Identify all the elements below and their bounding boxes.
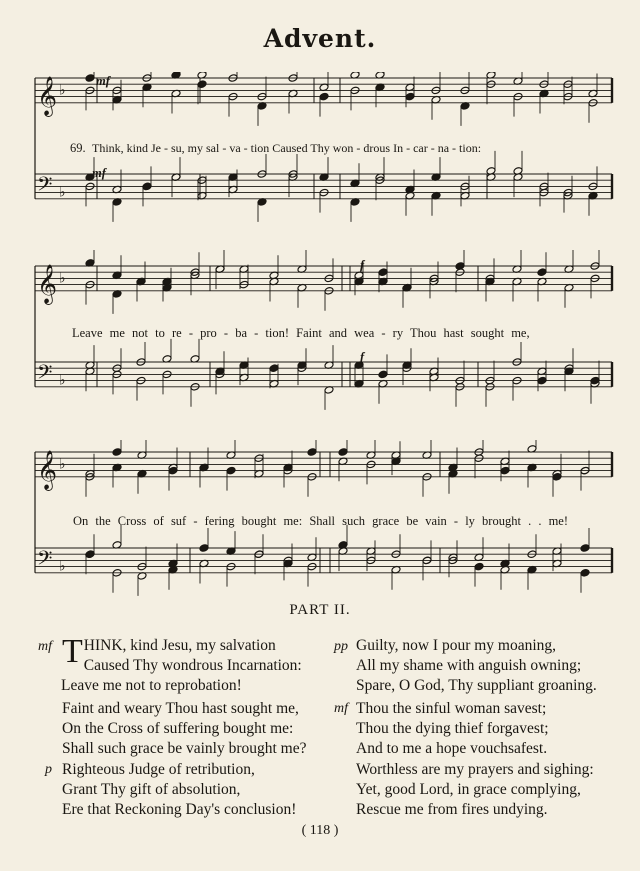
part-heading: PART II. — [289, 602, 351, 618]
dynamic-f-bass-2: f — [360, 350, 365, 364]
verse-2-line-1: Faint and weary Thou hast sought me, — [62, 700, 299, 717]
lyrics-line-1: Think, kind Je - su, my sal - va - tion Caused Thy won - drous In - car - na - tion: — [92, 141, 482, 155]
page-title: Advent. — [263, 24, 377, 53]
bass-note-head — [378, 370, 388, 379]
verse-6-line-1: Worthless are my prayers and sighing: — [356, 761, 594, 778]
dynamic-mf-treble-1: mf — [96, 74, 110, 88]
dynamic-f-treble-2: f — [360, 258, 365, 272]
bass-note-head — [537, 376, 547, 385]
bass-note-head — [199, 544, 209, 553]
hymn-number: 69. — [70, 141, 86, 155]
verse-4-line-2: All my shame with anguish owning; — [356, 657, 582, 674]
treble-clef-icon: 𝄞 — [37, 449, 58, 490]
treble-note-head — [307, 448, 317, 457]
treble-note-head — [338, 448, 348, 457]
verse-2-line-2: On the Cross of suffering bought me: — [62, 720, 294, 737]
verse-5-line-3: And to me a hope vouchsafest. — [356, 740, 548, 757]
verse-1 — [61, 633, 302, 696]
verse-4-line-1: Guilty, now I pour my moaning, — [356, 637, 557, 654]
verse-1-line-1: HINK, kind Jesu, my salvation — [83, 637, 276, 654]
verse-3-line-1: Righteous Judge of retribution, — [62, 761, 255, 778]
bass-note-head — [85, 550, 95, 559]
verse-5 — [356, 699, 549, 759]
verse-2-line-3: Shall such grace be vainly brought me? — [62, 740, 307, 757]
verse-3-line-3: Ere that Reckoning Day's conclusion! — [62, 801, 297, 818]
page-number: ( 118 ) — [301, 823, 339, 838]
verse-5-dynamic: mf — [334, 701, 348, 716]
verse-1-dynamic: mf — [38, 639, 52, 654]
bass-key-flat-icon: ♭ — [59, 184, 66, 201]
verse-5-line-1: Thou the sinful woman savest; — [356, 700, 547, 717]
bass-key-flat-icon: ♭ — [59, 372, 66, 389]
bass-note-head — [474, 562, 484, 571]
lyrics-line-2: Leave me not to re - pro - ba - tion! Faint and wea - ry Thou hast sought me, — [72, 326, 530, 340]
bass-note-head — [580, 569, 590, 578]
verse-1-dropcap: T — [62, 633, 83, 670]
bass-note-head — [269, 364, 279, 373]
treble-note-head — [226, 466, 236, 475]
treble-clef-icon: 𝄞 — [37, 263, 58, 304]
treble-note-head — [378, 268, 388, 277]
treble-note-head — [552, 473, 562, 482]
lyrics-line-3: On the Cross of suf - fering bought me: Shall such grace be vain - ly brought . . me! — [73, 514, 569, 528]
bass-note-head — [580, 544, 590, 553]
treble-key-flat-icon: ♭ — [59, 270, 66, 287]
bass-clef-icon: 𝄢 — [37, 546, 53, 575]
verse-6 — [356, 760, 594, 820]
verse-5-line-2: Thou the dying thief forgavest; — [356, 720, 549, 737]
bass-clef-icon: 𝄢 — [37, 360, 53, 389]
treble-note-head — [537, 268, 547, 277]
verse-2 — [62, 699, 306, 759]
verse-3 — [62, 760, 296, 820]
verse-3-line-2: Grant Thy gift of absolution, — [62, 781, 241, 798]
verse-4-line-3: Spare, O God, Thy suppliant groaning. — [356, 677, 597, 694]
verse-4-dynamic: pp — [334, 639, 348, 654]
bass-key-flat-icon: ♭ — [59, 558, 66, 575]
treble-note-head — [168, 466, 178, 475]
verse-6-line-2: Yet, good Lord, in grace complying, — [356, 781, 581, 798]
treble-note-head — [405, 92, 415, 101]
bass-clef-icon: 𝄢 — [37, 172, 53, 201]
treble-clef-icon: 𝄞 — [37, 75, 58, 116]
dynamic-mf-bass-1: mf — [92, 166, 106, 180]
treble-note-head — [112, 448, 122, 457]
verse-6-line-3: Rescue me from fires undying. — [356, 801, 548, 818]
verse-3-dynamic: p — [45, 762, 52, 777]
verse-4 — [356, 636, 597, 696]
treble-note-head — [319, 92, 329, 101]
verse-1-line-3: Leave me not to reprobation! — [61, 677, 242, 694]
verse-1-line-2: Caused Thy wondrous Incarnation: — [83, 657, 302, 674]
treble-key-flat-icon: ♭ — [59, 456, 66, 473]
treble-note-head — [85, 74, 95, 83]
treble-note-head — [197, 80, 207, 89]
treble-key-flat-icon: ♭ — [59, 82, 66, 99]
treble-note-head — [500, 466, 510, 475]
